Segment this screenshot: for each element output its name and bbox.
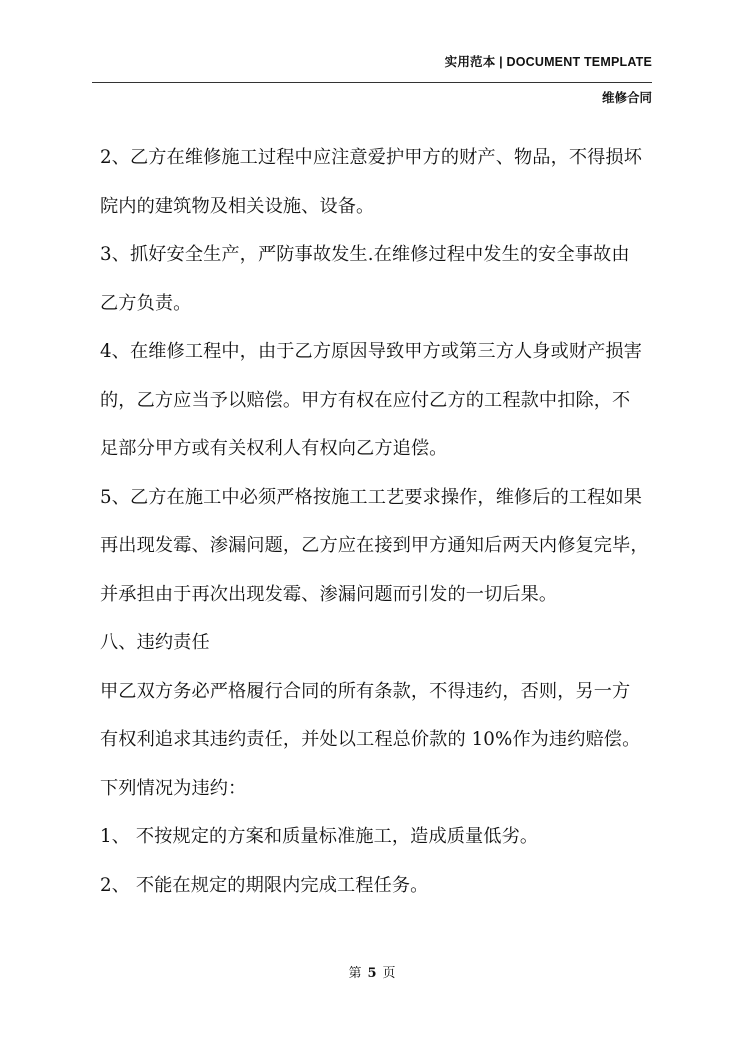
body-line: 2、乙方在维修施工过程中应注意爱护甲方的财产、物品，不得损坏 [100, 147, 643, 168]
body-line: 的，乙方应当予以赔偿。甲方有权在应付乙方的工程款中扣除，不 [100, 389, 631, 411]
body-line: 院内的建筑物及相关设施、设备。 [100, 195, 375, 217]
body-line: 再出现发霉、渗漏问题，乙方应在接到甲方通知后两天内修复完毕， [100, 535, 649, 556]
header-divider [92, 82, 652, 83]
body-line: 甲乙双方务必严格履行合同的所有条款，不得违约，否则，另一方 [100, 680, 631, 702]
header-title: 实用范本 | DOCUMENT TEMPLATE [444, 55, 652, 69]
body-line: 乙方负责。 [100, 292, 192, 314]
body-line: 5、乙方在施工中必须严格按施工工艺要求操作，维修后的工程如果 [100, 486, 643, 508]
list-item: 2、 不能在规定的期限内完成工程任务。 [100, 874, 429, 896]
page-number-suffix: 页 [382, 966, 396, 981]
page-number-prefix: 第 [348, 966, 362, 981]
body-line: 足部分甲方或有关权利人有权向乙方追偿。 [100, 438, 448, 459]
body-line: 下列情况为违约： [100, 777, 247, 799]
body-line: 4、在维修工程中，由于乙方原因导致甲方或第三方人身或财产损害 [100, 341, 643, 362]
list-item: 1、 不按规定的方案和质量标准施工，造成质量低劣。 [100, 826, 539, 847]
body-line: 并承担由于再次出现发霉、渗漏问题而引发的一切后果。 [100, 583, 558, 605]
body-line: 3、抓好安全生产，严防事故发生.在维修过程中发生的安全事故由 [100, 244, 630, 265]
section-heading: 八、违约责任 [100, 632, 210, 653]
page-number: 5 [367, 966, 377, 981]
body-line: 有权利追求其违约责任，并处以工程总价款的 10%作为违约赔偿。 [100, 729, 641, 750]
header-subtitle: 维修合同 [601, 91, 652, 105]
document-body [100, 134, 660, 910]
page-footer [0, 962, 744, 981]
